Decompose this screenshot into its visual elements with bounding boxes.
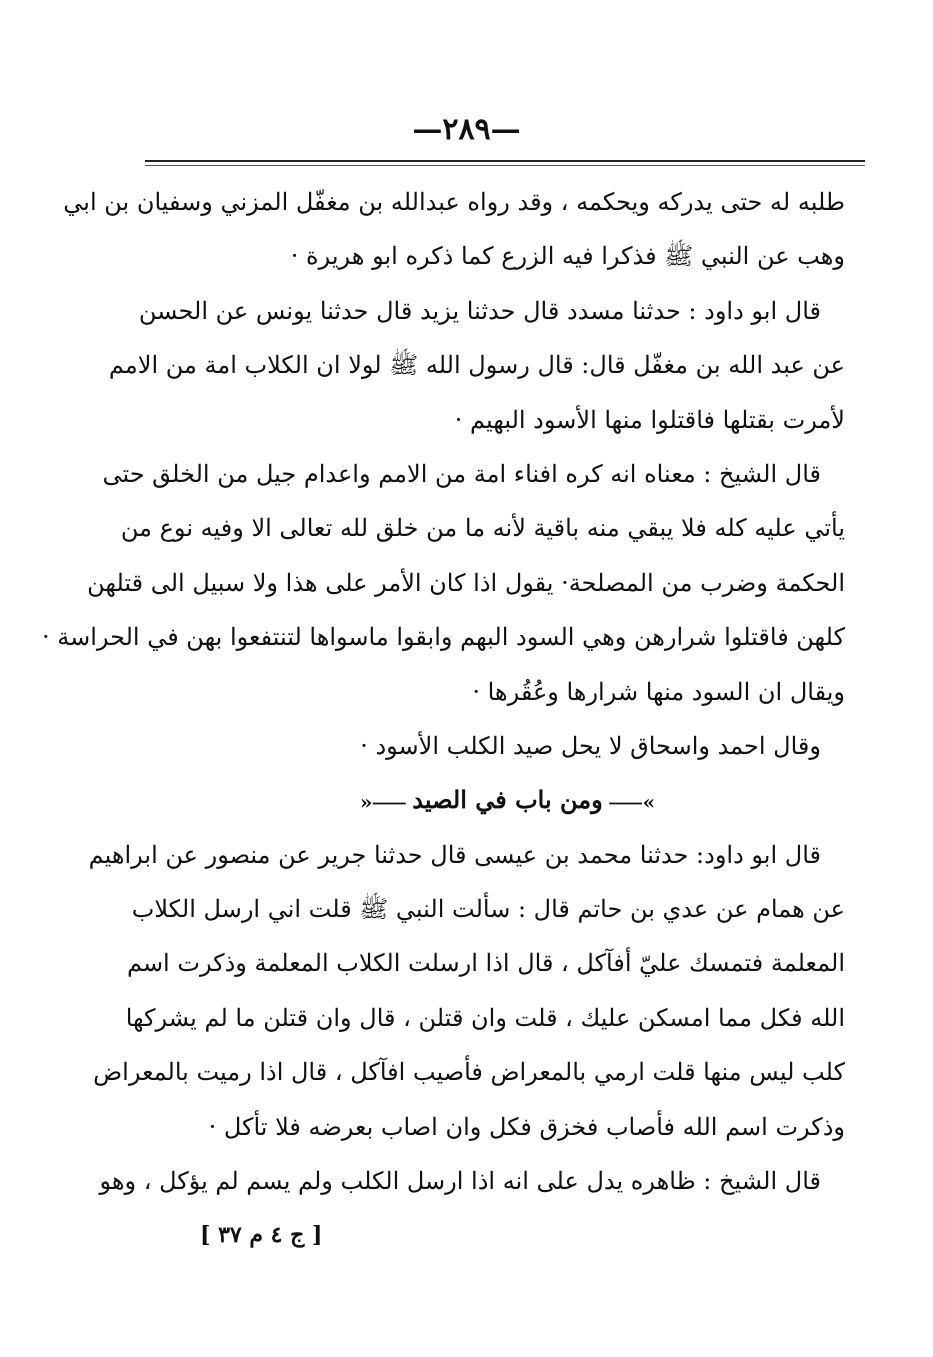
text-line: لأمرت بقتلها فاقتلوا منها الأسود البهيم · [454, 405, 845, 434]
section-heading-text: ومن باب في الصيد [412, 785, 603, 815]
text-line: قال الشيخ : ظاهره يدل على انه اذا ارسل الكلب ولم يسم لم يؤكل ، وهو [99, 1167, 821, 1196]
heading-ornament-left: ⸺« [359, 789, 407, 814]
text-line: قال الشيخ : معناه انه كره افناء امة من الامم واعدام جيل من الخلق حتى [102, 459, 821, 488]
text-line: قال ابو داود : حدثنا مسدد قال حدثنا يزيد قال حدثنا يونس عن الحسن [138, 296, 821, 325]
text-line: كلب ليس منها قلت ارمي بالمعراض فأصيب افآكل ، قال اذا رميت بالمعراض [93, 1058, 845, 1087]
text-line: الحكمة وضرب من المصلحة· يقول اذا كان الأمر على هذا ولا سبيل الى قتلهن [87, 568, 845, 597]
text-line: وهب عن النبي ﷺ فذكرا فيه الزرع كما ذكره ابو هريرة · [290, 242, 845, 271]
header-rule [145, 160, 865, 162]
text-line: وقال احمد واسحاق لا يحل صيد الكلب الأسود · [360, 731, 821, 760]
text-line: الله فكل مما امسكن عليك ، قلت وان قتلن ، قال وان قتلن ما لم يشركها [125, 1003, 845, 1032]
text-line: طلبه له حتى يدركه ويحكمه ، وقد رواه عبدالله بن مغفّل المزني وسفيان بن ابي [63, 188, 845, 216]
page-number: —٢٨٩— [412, 112, 521, 147]
signature-mark: [ ج ٤ م ٣٧ ] [200, 1222, 323, 1248]
heading-ornament-right: »⸺ [608, 789, 656, 814]
text-line: وذكرت اسم الله فأصاب فخزق فكل وان اصاب بعرضه فلا تأكل · [208, 1112, 845, 1141]
text-line: عن عبد الله بن مغفّل قال: قال رسول الله ﷺ لولا ان الكلاب امة من الامم [108, 351, 845, 380]
section-heading [170, 773, 845, 827]
header-rule-secondary [145, 165, 865, 166]
text-line: يأتي عليه كله فلا يبقي منه باقية لأنه ما من خلق لله تعالى الا وفيه نوع من [120, 514, 845, 543]
body-text [41, 175, 845, 1208]
text-line: قال ابو داود: حدثنا محمد بن عيسى قال حدثنا جرير عن منصور عن ابراهيم [88, 840, 821, 869]
text-line: كلهن فاقتلوا شرارهن وهي السود البهم وابقوا ماسواها لتنتفعوا بهن في الحراسة · [41, 623, 845, 652]
text-line: ويقال ان السود منها شرارها وعُقُرها · [472, 677, 845, 706]
text-line: المعلمة فتمسك عليّ أفآكل ، قال اذا ارسلت الكلاب المعلمة وذكرت اسم [126, 949, 845, 978]
text-line: عن همام عن عدي بن حاتم قال : سألت النبي ﷺ قلت اني ارسل الكلاب [131, 895, 845, 924]
